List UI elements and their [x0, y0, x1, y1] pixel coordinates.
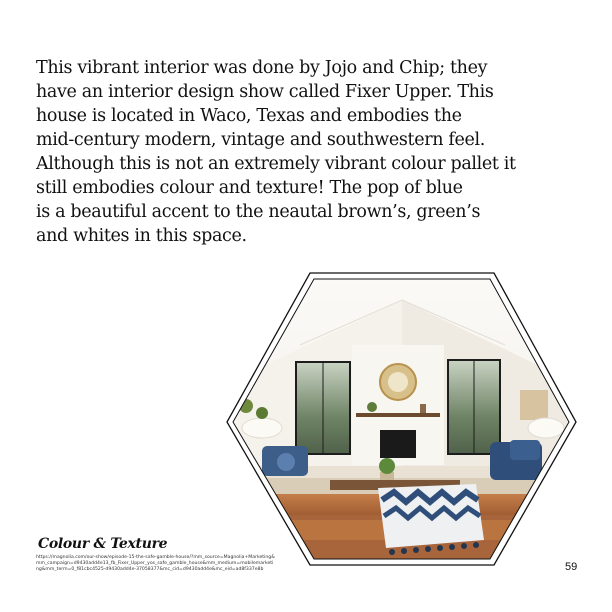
body-line: still embodies colour and texture! The pop of blue [36, 178, 463, 198]
body-line: house is located in Waco, Texas and embodies the [36, 106, 462, 126]
section-title: Colour & Texture [38, 536, 168, 552]
body-line: mid-century modern, vintage and southwestern feel. [36, 130, 485, 150]
source-url: https://magnolia.com/our-show/episode-15-the-safe-gamble-house/?mm_source=Magnolia+Marketing&mm_campaign=d9430add4e13_fb_Fixer_Upper_yos_safe_gamble_house&mm_medium=mobilemarketing&mm_term=0_f81cbc4525-d9430add4e-37058377&mc_cid=d9430add4e&mc_eid=ad8f337e8b [36, 555, 275, 572]
room-photo [220, 270, 580, 576]
body-line: Although this is not an extremely vibrant colour pallet it [36, 154, 516, 174]
body-line: This vibrant interior was done by Jojo and Chip; they [36, 58, 488, 78]
body-line: have an interior design show called Fixer Upper. This [36, 82, 494, 102]
body-line: is a beautiful accent to the neautal brown’s, green’s [36, 202, 481, 222]
page-number: 59 [565, 561, 578, 573]
body-line: and whites in this space. [36, 226, 247, 246]
